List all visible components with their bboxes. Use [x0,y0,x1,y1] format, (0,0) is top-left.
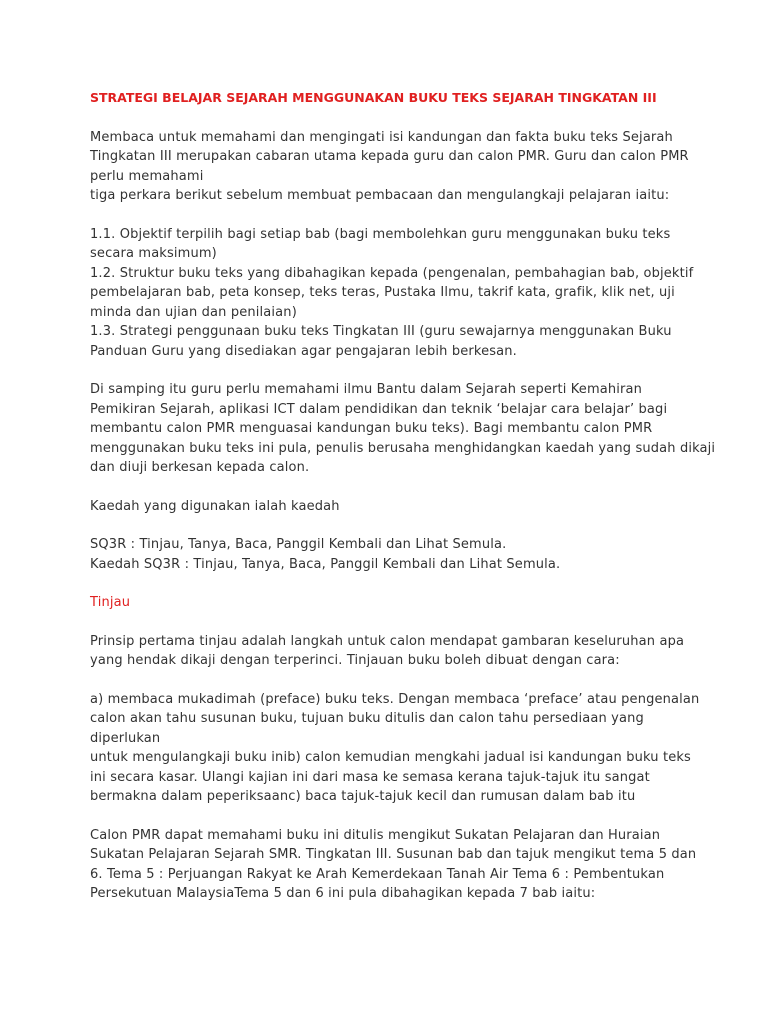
point-line: 1.3. Strategi penggunaan buku teks Tingkatan III (guru sewajarnya menggunakan Buku [90,324,672,339]
sq3r-line: Kaedah SQ3R : Tinjau, Tanya, Baca, Panggil Kembali dan Lihat Semula. [90,556,561,572]
kaedah-intro-line: Kaedah yang digunakan ialah kaedah [90,498,340,514]
ilmu-bantu-line: Di samping itu guru perlu memahami ilmu Bantu dalam Sejarah seperti Kemahiran [90,382,643,397]
calon-line: Sukatan Pelajaran Sejarah SMR. Tingkatan III. Susunan bab dan tajuk mengikut tema 5 dan [90,847,697,862]
section-heading-tinjau: Tinjau [90,595,131,610]
calon-paragraph [90,826,697,904]
cara-paragraph [90,690,700,807]
point-line: minda dan ujian dan penilaian) [90,304,297,320]
point-line: 1.1. Objektif terpilih bagi setiap bab (bagi membolehkan guru menggunakan buku teks [90,226,671,242]
sq3r-line: SQ3R : Tinjau, Tanya, Baca, Panggil Kembali dan Lihat Semula. [90,537,507,552]
intro-line: perlu memahami [90,168,204,184]
cara-line: a) membaca mukadimah (preface) buku teks. Dengan membaca ‘preface’ atau pengenalan [90,691,700,707]
ilmu-bantu-line: membantu calon PMR menguasai kandungan buku teks). Bagi membantu calon PMR [90,421,653,436]
point-line: pembelajaran bab, peta konsep, teks teras, Pustaka Ilmu, takrif kata, grafik, klik net, uji [90,285,675,300]
cara-line: untuk mengulangkaji buku inib) calon kemudian mengkahi jadual isi kandungan buku teks [90,750,691,765]
prinsip-line: Prinsip pertama tinjau adalah langkah untuk calon mendapat gambaran keseluruhan apa [90,633,685,649]
intro-paragraph [90,128,690,206]
intro-line: tiga perkara berikut sebelum membuat pembacaan dan mengulangkaji pelajaran iaitu: [90,188,670,203]
document-title: STRATEGI BELAJAR SEJARAH MENGGUNAKAN BUKU TEKS SEJARAH TINGKATAN III [90,90,657,105]
cara-line: calon akan tahu susunan buku, tujuan buku ditulis dan calon tahu persediaan yang [90,711,644,726]
point-line: Panduan Guru yang disediakan agar pengajaran lebih berkesan. [90,343,517,359]
ilmu-bantu-line: Pemikiran Sejarah, aplikasi ICT dalam pendidikan dan teknik ‘belajar cara belajar’ bagi [90,401,668,417]
calon-line: Persekutuan MalaysiaTema 5 dan 6 ini pula dibahagikan kepada 7 bab iaitu: [90,886,596,901]
sq3r-paragraph [90,535,690,574]
document-page [90,88,716,923]
ilmu-bantu-paragraph [90,380,716,478]
point-line: 1.2. Struktur buku teks yang dibahagikan kepada (pengenalan, pembahagian bab, objektif [90,265,694,281]
points-list [90,225,694,362]
calon-line: 6. Tema 5 : Perjuangan Rakyat ke Arah Kemerdekaan Tanah Air Tema 6 : Pembentukan [90,866,665,882]
cara-line: diperlukan [90,730,161,746]
point-line: secara maksimum) [90,246,217,261]
cara-line: bermakna dalam peperiksaanc) baca tajuk-tajuk kecil dan rumusan dalam bab itu [90,789,636,804]
cara-line: ini secara kasar. Ulangi kajian ini dari masa ke semasa kerana tajuk-tajuk itu sangat [90,769,650,785]
prinsip-paragraph [90,632,690,671]
intro-line: Membaca untuk memahami dan mengingati isi kandungan dan fakta buku teks Sejarah [90,129,673,145]
ilmu-bantu-line: menggunakan buku teks ini pula, penulis berusaha menghidangkan kaedah yang sudah dikaji [90,440,716,456]
intro-line: Tingkatan III merupakan cabaran utama kepada guru dan calon PMR. Guru dan calon PMR [90,149,689,164]
kaedah-intro-paragraph [90,497,690,517]
calon-line: Calon PMR dapat memahami buku ini ditulis mengikut Sukatan Pelajaran dan Huraian [90,827,661,843]
ilmu-bantu-line: dan diuji berkesan kepada calon. [90,460,310,475]
prinsip-line: yang hendak dikaji dengan terperinci. Tinjauan buku boleh dibuat dengan cara: [90,653,620,668]
